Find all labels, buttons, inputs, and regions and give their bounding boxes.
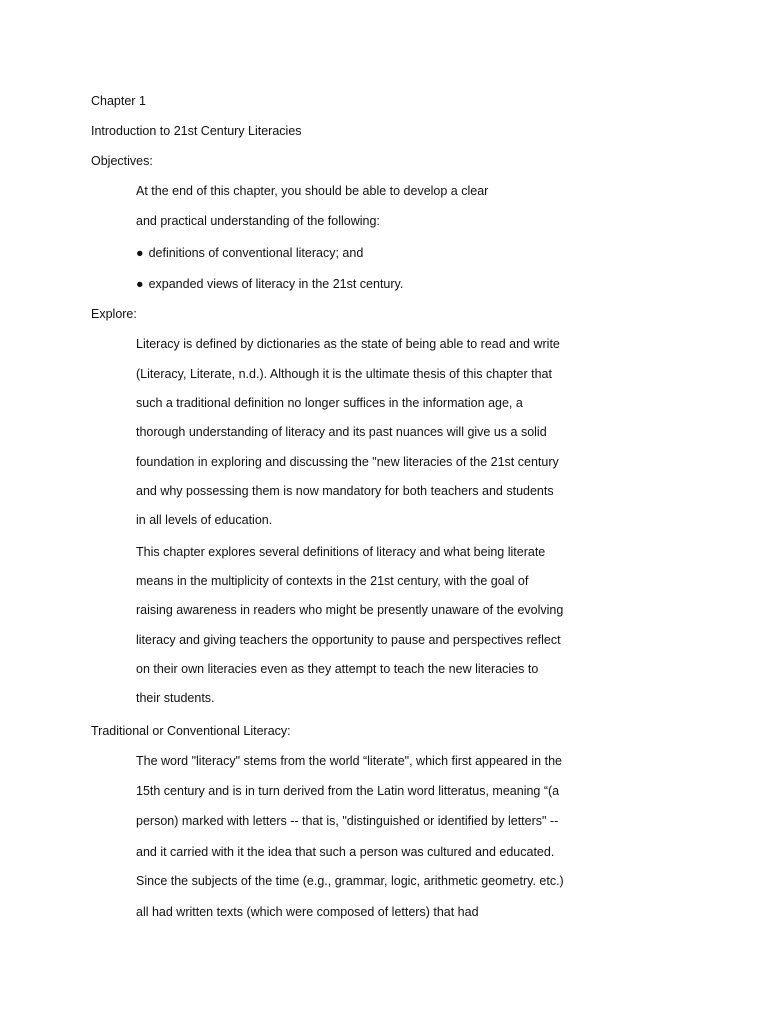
objective-bullet-text: expanded views of literacy in the 21st century. [148,277,404,291]
objectives-intro-line: and practical understanding of the following: [136,214,380,228]
objective-bullet-text: definitions of conventional literacy; and [148,246,364,260]
traditional-paragraph-line: and it carried with it the idea that such a person was cultured and educated. [136,845,555,859]
explore-paragraph-2-line: means in the multiplicity of contexts in the 21st century, with the goal of [136,574,529,588]
traditional-paragraph-line: Since the subjects of the time (e.g., grammar, logic, arithmetic geometry. etc.) [136,874,564,888]
explore-paragraph-1-line: thorough understanding of literacy and its past nuances will give us a solid [136,425,547,439]
traditional-literacy-heading: Traditional or Conventional Literacy: [91,724,291,738]
explore-paragraph-1-line: (Literacy, Literate, n.d.). Although it is the ultimate thesis of this chapter that [136,367,552,381]
explore-paragraph-2-line: on their own literacies even as they attempt to teach the new literacies to [136,662,539,676]
traditional-paragraph-line: person) marked with letters -- that is, "distinguished or identified by letters" -- [136,814,559,828]
page-title: Introduction to 21st Century Literacies [91,124,302,138]
bullet-icon: ● [136,277,144,291]
explore-paragraph-1-line: such a traditional definition no longer suffices in the information age, a [136,396,523,410]
traditional-paragraph-line: 15th century and is in turn derived from the Latin word litteratus, meaning “(a [136,784,560,798]
objectives-heading: Objectives: [91,154,153,168]
explore-paragraph-1-line: and why possessing them is now mandatory for both teachers and students [136,484,554,498]
traditional-paragraph-line: The word "literacy" stems from the world “literate", which first appeared in the [136,754,562,768]
objectives-intro-line: At the end of this chapter, you should be able to develop a clear [136,184,489,198]
objective-bullet-item [136,276,403,292]
objective-bullet-item [136,245,363,261]
traditional-paragraph-line: all had written texts (which were composed of letters) that had [136,905,479,919]
explore-paragraph-2-line: This chapter explores several definitions of literacy and what being literate [136,545,546,559]
explore-paragraph-1-line: in all levels of education. [136,513,273,527]
explore-paragraph-2-line: their students. [136,691,215,705]
explore-paragraph-2-line: raising awareness in readers who might be presently unaware of the evolving [136,603,564,617]
explore-paragraph-1-line: foundation in exploring and discussing the "new literacies of the 21st century [136,455,559,469]
explore-paragraph-1-line: Literacy is defined by dictionaries as the state of being able to read and write [136,337,560,351]
explore-paragraph-2-line: literacy and giving teachers the opportunity to pause and perspectives reflect [136,633,561,647]
chapter-label: Chapter 1 [91,94,146,108]
bullet-icon: ● [136,246,144,260]
explore-heading: Explore: [91,307,137,321]
